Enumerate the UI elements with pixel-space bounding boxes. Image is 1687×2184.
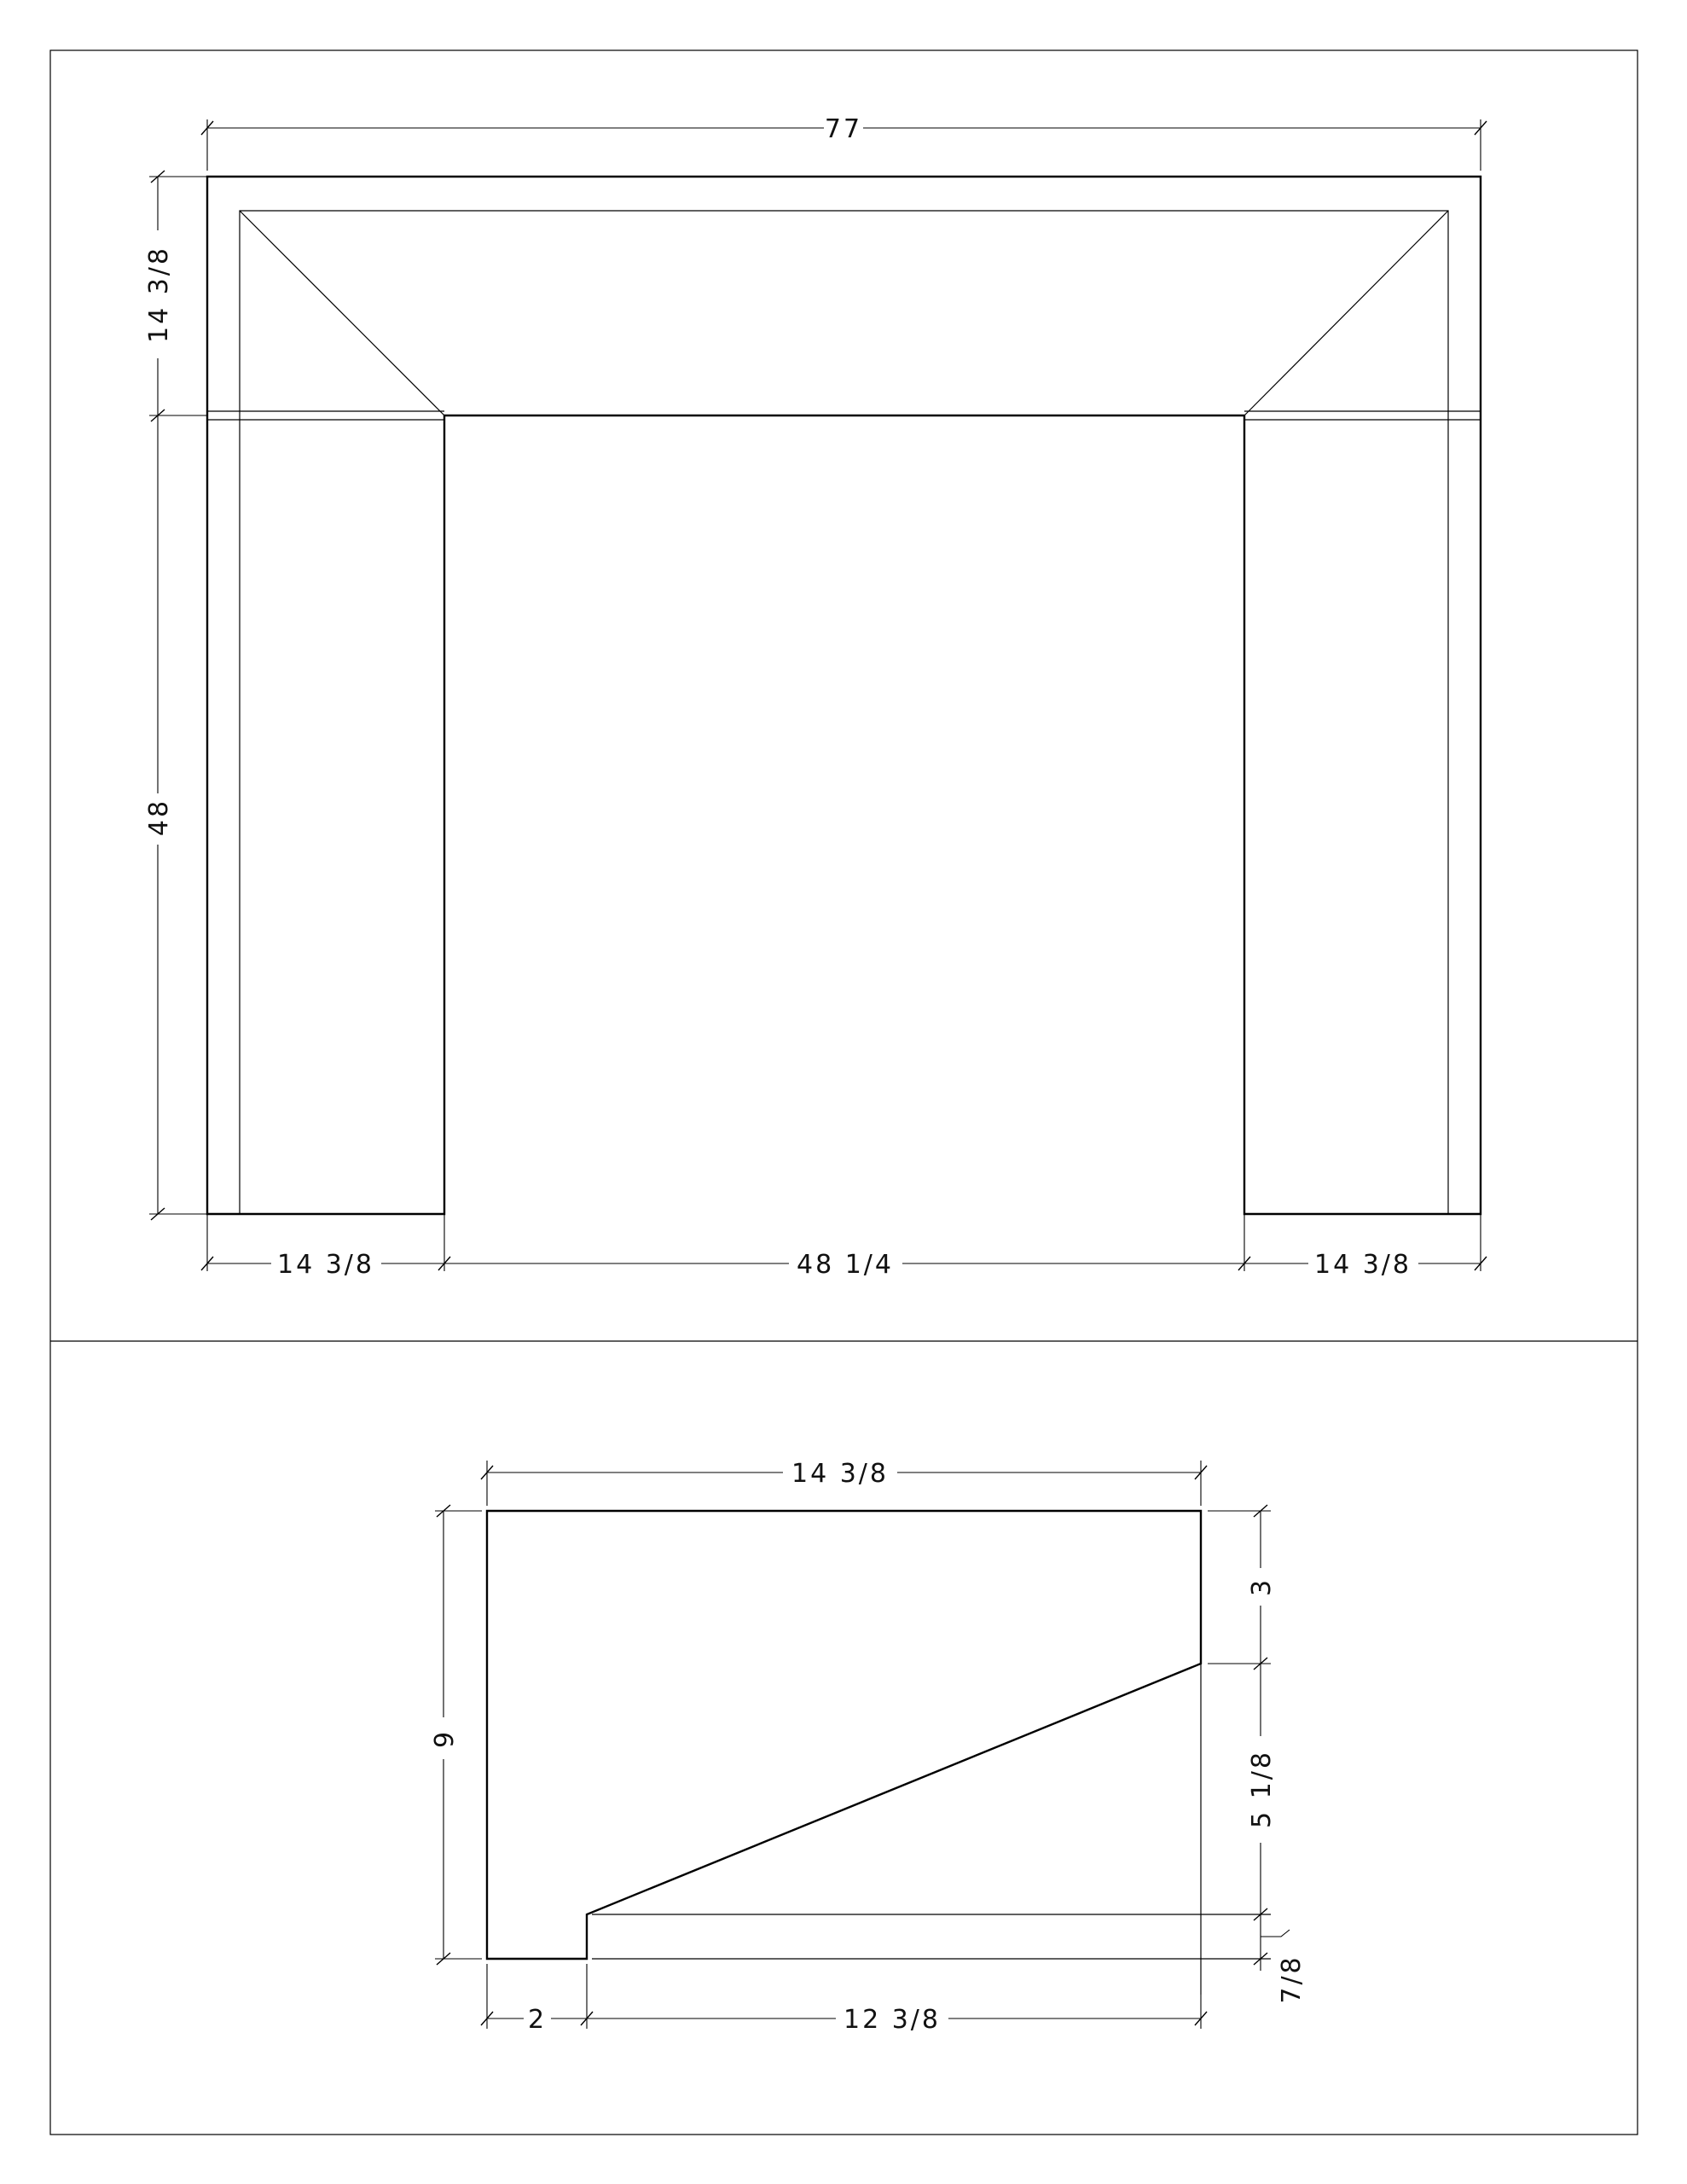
dim-header-height — [144, 171, 207, 421]
dim-leg-height — [144, 415, 207, 1220]
dim-section-height — [430, 1505, 482, 1965]
dim-label-overall-width: 77 — [824, 114, 863, 144]
section-profile — [487, 1511, 1201, 1959]
dim-label-header-height: 14 3/8 — [144, 246, 174, 343]
dim-section-top-width — [481, 1459, 1207, 1506]
dim-section-right-chain — [592, 1505, 1307, 2004]
elevation-view — [144, 114, 1487, 1280]
dim-label-section-height: 9 — [430, 1728, 460, 1749]
mantel-inner-lines — [207, 211, 1481, 1214]
section-view — [430, 1459, 1307, 2035]
dim-label-leg-height: 48 — [144, 798, 174, 837]
dim-label-opening-width: 48 1/4 — [797, 1250, 894, 1280]
dim-label-left-leg-width: 14 3/8 — [277, 1250, 374, 1280]
dim-bottom-chain — [201, 1214, 1487, 1280]
dim-overall-width — [201, 114, 1487, 171]
dim-label-step-height: 7/8 — [1277, 1955, 1307, 2004]
dim-label-right-leg-width: 14 3/8 — [1314, 1250, 1412, 1280]
sheet-frame — [50, 50, 1638, 2135]
dim-label-section-top-width: 14 3/8 — [791, 1459, 889, 1489]
dim-label-top-right-height: 3 — [1247, 1577, 1277, 1597]
dim-label-bottom-width: 12 3/8 — [844, 2005, 941, 2035]
dim-label-slope-height: 5 1/8 — [1247, 1750, 1277, 1828]
dim-section-bottom-chain — [481, 1964, 1207, 2035]
dim-label-step-width: 2 — [527, 2005, 548, 2035]
mantel-outline — [207, 177, 1481, 1214]
